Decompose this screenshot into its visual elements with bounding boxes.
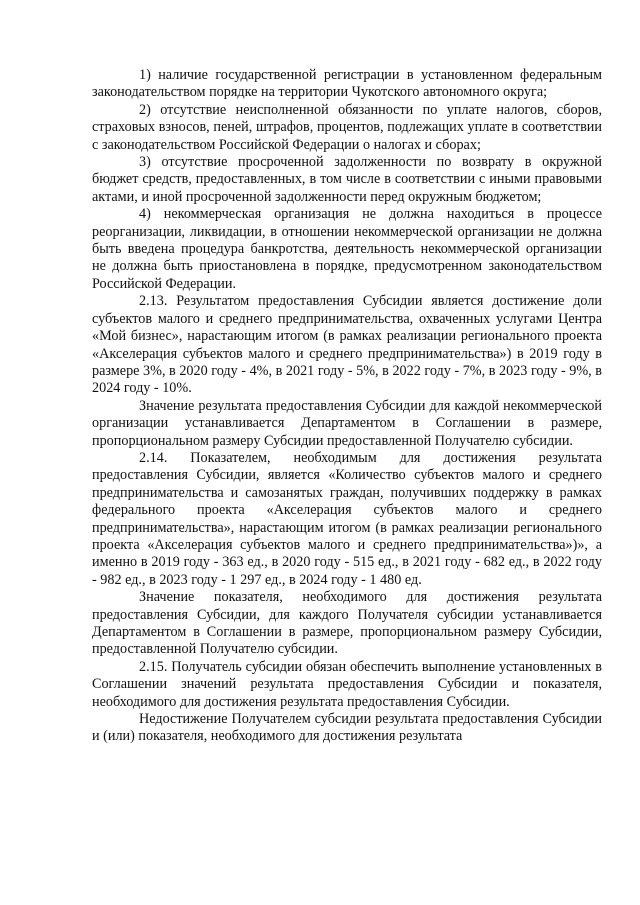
paragraph-non-achievement: Недостижение Получателем субсидии результата предоставления Субсидии и (или) показателя, необходимого для достижения результата bbox=[92, 711, 602, 745]
paragraph-4: 4) некоммерческая организация не должна находиться в процессе реорганизации, ликвидации, в отношении некоммерческой организации не должна быть введена процедура банкротства, деятельность некоммерческой организации не должна быть приостановлена в порядке, предусмотренном законодательством Российской Федерации. bbox=[92, 206, 602, 292]
paragraph-result-value: Значение результата предоставления Субсидии для каждой некоммерческой организации устанавливается Департаментом в Соглашении в размере, пропорциональном размеру Субсидии предоставленной Получателю субсидии. bbox=[92, 397, 602, 449]
paragraph-1: 1) наличие государственной регистрации в установленном федеральным законодательством порядке на территории Чукотского автономного округа; bbox=[92, 67, 602, 101]
paragraph-3: 3) отсутствие просроченной задолженности по возврату в окружной бюджет средств, предоставленных, в том числе в соответствии с иными правовыми актами, и иной просроченной задолженности перед окружным бюджетом; bbox=[92, 154, 602, 205]
paragraph-2-15: 2.15. Получатель субсидии обязан обеспечить выполнение установленных в Соглашении значений результата предоставления Субсидии и показателя, необходимого для достижения результата предоставления Субсидии. bbox=[92, 658, 602, 710]
paragraph-2-14: 2.14. Показателем, необходимым для достижения результата предоставления Субсидии, является «Количество субъектов малого и среднего предпринимательства и самозанятых граждан, получивших поддержку в рамках федерального проекта «Акселерация субъектов малого и среднего предпринимательства», нарастающим итогом (в рамках реализации регионального проекта «Акселерация субъектов малого и среднего предпринимательства»)», а именно в 2019 году - 363 ед., в 2020 году - 515 ед., в 2021 году - 682 ед., в 2022 году - 982 ед., в 2023 году - 1 297 ед., в 2024 году - 1 480 ед. bbox=[92, 449, 602, 588]
document-page bbox=[92, 67, 602, 746]
paragraph-2: 2) отсутствие неисполненной обязанности по уплате налогов, сборов, страховых взносов, пеней, штрафов, процентов, подлежащих уплате в соответствии с законодательством Российской Федерации о налогах и сборах; bbox=[92, 101, 602, 153]
paragraph-indicator-value: Значение показателя, необходимого для достижения результата предоставления Субсидии, для каждого Получателя субсидии устанавливается Департаментом в Соглашении в размере, пропорциональном размеру Субсидии, предоставленной Получателю субсидии. bbox=[92, 589, 602, 658]
paragraph-2-13: 2.13. Результатом предоставления Субсидии является достижение доли субъектов малого и среднего предпринимательства, охваченных услугами Центра «Мой бизнес», нарастающим итогом (в рамках реализации регионального проекта «Акселерация субъектов малого и среднего предпринимательства») в 2019 году в размере 3%, в 2020 году - 4%, в 2021 году - 5%, в 2022 году - 7%, в 2023 году - 9%, в 2024 году - 10%. bbox=[92, 293, 602, 397]
